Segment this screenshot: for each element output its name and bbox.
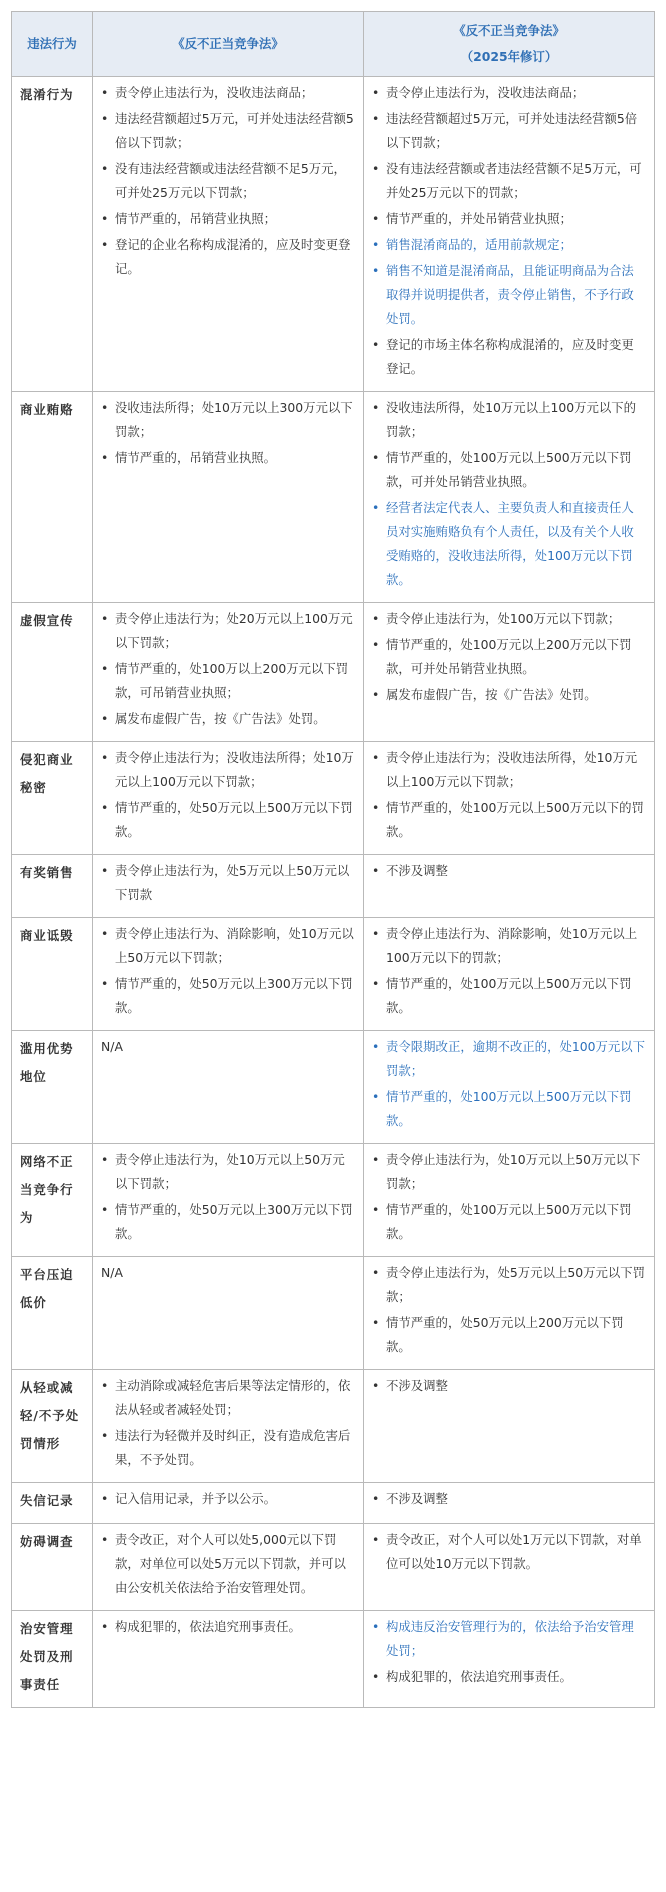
list-item: • 情节严重的，处50万元以上300万元以下罚款。	[101, 972, 355, 1020]
new-law-cell	[364, 1144, 655, 1257]
new-law-cell	[364, 1257, 655, 1370]
table-row	[12, 1031, 655, 1144]
new-law-cell	[364, 1611, 655, 1708]
list-item: • 没有违法经营额或违法经营额不足5万元，可并处25万元以下罚款；	[101, 157, 355, 205]
old-law-cell	[93, 855, 364, 918]
old-law-cell	[93, 77, 364, 392]
old-law-list	[101, 859, 355, 907]
violation-category: 滥用优势地位	[12, 1031, 93, 1144]
table-row	[12, 1611, 655, 1708]
list-item: • 责令停止违法行为；没收违法所得；处10万元以上100万元以下罚款；	[101, 746, 355, 794]
list-item: • 构成犯罪的，依法追究刑事责任。	[372, 1665, 646, 1689]
old-law-list	[101, 746, 355, 844]
old-law-list	[101, 607, 355, 731]
new-law-list	[372, 746, 646, 844]
new-law-cell	[364, 1370, 655, 1483]
list-item: • 没收违法所得；处10万元以上300万元以下罚款；	[101, 396, 355, 444]
list-item: • 登记的市场主体名称构成混淆的，应及时变更登记。	[372, 333, 646, 381]
list-item: • 情节严重的，处100万元以上500万元以下的罚款。	[372, 796, 646, 844]
not-applicable-text: N/A	[101, 1265, 123, 1280]
header-new-law	[364, 12, 655, 77]
old-law-list	[101, 1374, 355, 1472]
header-old-law: 《反不正当竞争法》	[93, 12, 364, 77]
old-law-cell	[93, 1144, 364, 1257]
list-item: • 情节严重的，吊销营业执照；	[101, 207, 355, 231]
list-item: • 责令停止违法行为，处10万元以上50万元以下罚款；	[101, 1148, 355, 1196]
list-item: • 责令停止违法行为，处10万元以上50万元以下罚款；	[372, 1148, 646, 1196]
violation-category: 网络不正当竞争行为	[12, 1144, 93, 1257]
old-law-cell	[93, 392, 364, 603]
new-law-cell	[364, 1524, 655, 1611]
violation-category: 商业诋毁	[12, 918, 93, 1031]
violation-category: 侵犯商业秘密	[12, 742, 93, 855]
list-item: • 情节严重的，处50万元以上200万元以下罚款。	[372, 1311, 646, 1359]
violation-category: 虚假宣传	[12, 603, 93, 742]
violation-category: 混淆行为	[12, 77, 93, 392]
list-item: • 情节严重的，吊销营业执照。	[101, 446, 355, 470]
old-law-cell	[93, 1611, 364, 1708]
list-item: • 责令停止违法行为、消除影响，处10万元以上50万元以下罚款；	[101, 922, 355, 970]
new-law-cell	[364, 742, 655, 855]
list-item: • 情节严重的，处100万以上200万元以下罚款，可吊销营业执照；	[101, 657, 355, 705]
list-item-new-provision: • 构成违反治安管理行为的，依法给予治安管理处罚；	[372, 1615, 646, 1663]
list-item: • 违法经营额超过5万元，可并处违法经营额5倍以下罚款；	[372, 107, 646, 155]
violation-category: 治安管理处罚及刑事责任	[12, 1611, 93, 1708]
list-item: • 情节严重的，处100万元以上500万元以下罚款。	[372, 972, 646, 1020]
new-law-cell	[364, 1483, 655, 1524]
list-item: • 没有违法经营额或者违法经营额不足5万元，可并处25万元以下的罚款；	[372, 157, 646, 205]
list-item: • 情节严重的，处50万元以上500万元以下罚款。	[101, 796, 355, 844]
list-item: • 违法行为轻微并及时纠正，没有造成危害后果，不予处罚。	[101, 1424, 355, 1472]
header-category: 违法行为	[12, 12, 93, 77]
list-item: • 登记的企业名称构成混淆的，应及时变更登记。	[101, 233, 355, 281]
table-row	[12, 392, 655, 603]
table-header-row	[12, 12, 655, 77]
old-law-list	[101, 1487, 355, 1511]
old-law-list	[101, 1528, 355, 1600]
list-item: • 责令停止违法行为，没收违法商品；	[372, 81, 646, 105]
old-law-cell	[93, 1257, 364, 1370]
old-law-cell	[93, 1483, 364, 1524]
list-item: • 记入信用记录，并予以公示。	[101, 1487, 355, 1511]
list-item: • 属发布虚假广告，按《广告法》处罚。	[372, 683, 646, 707]
new-law-cell	[364, 603, 655, 742]
header-new-law-subtitle: （2025年修订）	[460, 49, 558, 64]
header-new-law-title: 《反不正当竞争法》	[453, 23, 565, 38]
old-law-cell	[93, 1370, 364, 1483]
list-item: • 责令改正，对个人可以处1万元以下罚款，对单位可以处10万元以下罚款。	[372, 1528, 646, 1576]
violation-category: 商业贿赂	[12, 392, 93, 603]
old-law-list	[101, 81, 355, 281]
comparison-table	[11, 11, 655, 1708]
violation-category: 从轻或减轻/不予处罚情形	[12, 1370, 93, 1483]
list-item: • 情节严重的，处100万元以上500万元以下罚款。	[372, 1198, 646, 1246]
table-row	[12, 1370, 655, 1483]
list-item: • 责令停止违法行为，处5万元以上50万元以下罚款	[101, 859, 355, 907]
table-row	[12, 855, 655, 918]
violation-category: 平台压迫低价	[12, 1257, 93, 1370]
list-item: • 责令改正，对个人可以处5,000元以下罚款，对单位可以处5万元以下罚款，并可以由公安机关依法给予治安管理处罚。	[101, 1528, 355, 1600]
list-item: • 情节严重的，并处吊销营业执照；	[372, 207, 646, 231]
new-law-list	[372, 1035, 646, 1133]
old-law-cell	[93, 1031, 364, 1144]
list-item: • 责令停止违法行为；没收违法所得，处10万元以上100万元以下罚款；	[372, 746, 646, 794]
new-law-list	[372, 607, 646, 707]
not-applicable-text: N/A	[101, 1039, 123, 1054]
list-item-new-provision: • 经营者法定代表人、主要负责人和直接责任人员对实施贿赂负有个人责任，以及有关个人收受贿赂的，没收违法所得，处100万元以下罚款。	[372, 496, 646, 592]
table-body	[12, 77, 655, 1708]
old-law-list	[101, 396, 355, 470]
new-law-cell	[364, 1031, 655, 1144]
new-law-cell	[364, 918, 655, 1031]
new-law-list	[372, 1487, 646, 1511]
old-law-list	[101, 1615, 355, 1639]
list-item-new-provision: • 销售不知道是混淆商品，且能证明商品为合法取得并说明提供者，责令停止销售，不予行政处罚。	[372, 259, 646, 331]
old-law-list	[101, 1148, 355, 1246]
table-row	[12, 918, 655, 1031]
old-law-cell	[93, 603, 364, 742]
list-item: • 构成犯罪的，依法追究刑事责任。	[101, 1615, 355, 1639]
new-law-cell	[364, 77, 655, 392]
table-row	[12, 603, 655, 742]
list-item: • 责令停止违法行为、消除影响，处10万元以上100万元以下的罚款；	[372, 922, 646, 970]
list-item: • 情节严重的，处50万元以上300万元以下罚款。	[101, 1198, 355, 1246]
violation-category: 失信记录	[12, 1483, 93, 1524]
list-item-new-provision: • 销售混淆商品的，适用前款规定；	[372, 233, 646, 257]
new-law-cell	[364, 392, 655, 603]
new-law-list	[372, 396, 646, 592]
old-law-list	[101, 922, 355, 1020]
new-law-cell	[364, 855, 655, 918]
old-law-cell	[93, 1524, 364, 1611]
list-item: • 责令停止违法行为；处20万元以上100万元以下罚款；	[101, 607, 355, 655]
list-item: • 不涉及调整	[372, 1374, 646, 1398]
list-item: • 主动消除或减轻危害后果等法定情形的，依法从轻或者减轻处罚；	[101, 1374, 355, 1422]
list-item: • 责令停止违法行为，处100万元以下罚款；	[372, 607, 646, 631]
table-row	[12, 77, 655, 392]
violation-category: 妨碍调查	[12, 1524, 93, 1611]
new-law-list	[372, 1615, 646, 1689]
table-row	[12, 1483, 655, 1524]
table-row	[12, 1524, 655, 1611]
new-law-list	[372, 1261, 646, 1359]
table-row	[12, 742, 655, 855]
list-item: • 不涉及调整	[372, 1487, 646, 1511]
new-law-list	[372, 922, 646, 1020]
list-item: • 不涉及调整	[372, 859, 646, 883]
list-item: • 情节严重的，处100万元以上200万元以下罚款，可并处吊销营业执照。	[372, 633, 646, 681]
table-row	[12, 1257, 655, 1370]
table-row	[12, 1144, 655, 1257]
new-law-list	[372, 1374, 646, 1398]
list-item: • 没收违法所得，处10万元以上100万元以下的罚款；	[372, 396, 646, 444]
old-law-cell	[93, 918, 364, 1031]
new-law-list	[372, 81, 646, 381]
list-item: • 情节严重的，处100万元以上500万元以下罚款，可并处吊销营业执照。	[372, 446, 646, 494]
new-law-list	[372, 859, 646, 883]
list-item: • 违法经营额超过5万元，可并处违法经营额5倍以下罚款；	[101, 107, 355, 155]
violation-category: 有奖销售	[12, 855, 93, 918]
list-item-new-provision: • 情节严重的，处100万元以上500万元以下罚款。	[372, 1085, 646, 1133]
new-law-list	[372, 1528, 646, 1576]
list-item: • 责令停止违法行为，处5万元以上50万元以下罚款；	[372, 1261, 646, 1309]
list-item: • 责令停止违法行为，没收违法商品；	[101, 81, 355, 105]
list-item-new-provision: • 责令限期改正，逾期不改正的，处100万元以下罚款；	[372, 1035, 646, 1083]
new-law-list	[372, 1148, 646, 1246]
old-law-cell	[93, 742, 364, 855]
list-item: • 属发布虚假广告，按《广告法》处罚。	[101, 707, 355, 731]
